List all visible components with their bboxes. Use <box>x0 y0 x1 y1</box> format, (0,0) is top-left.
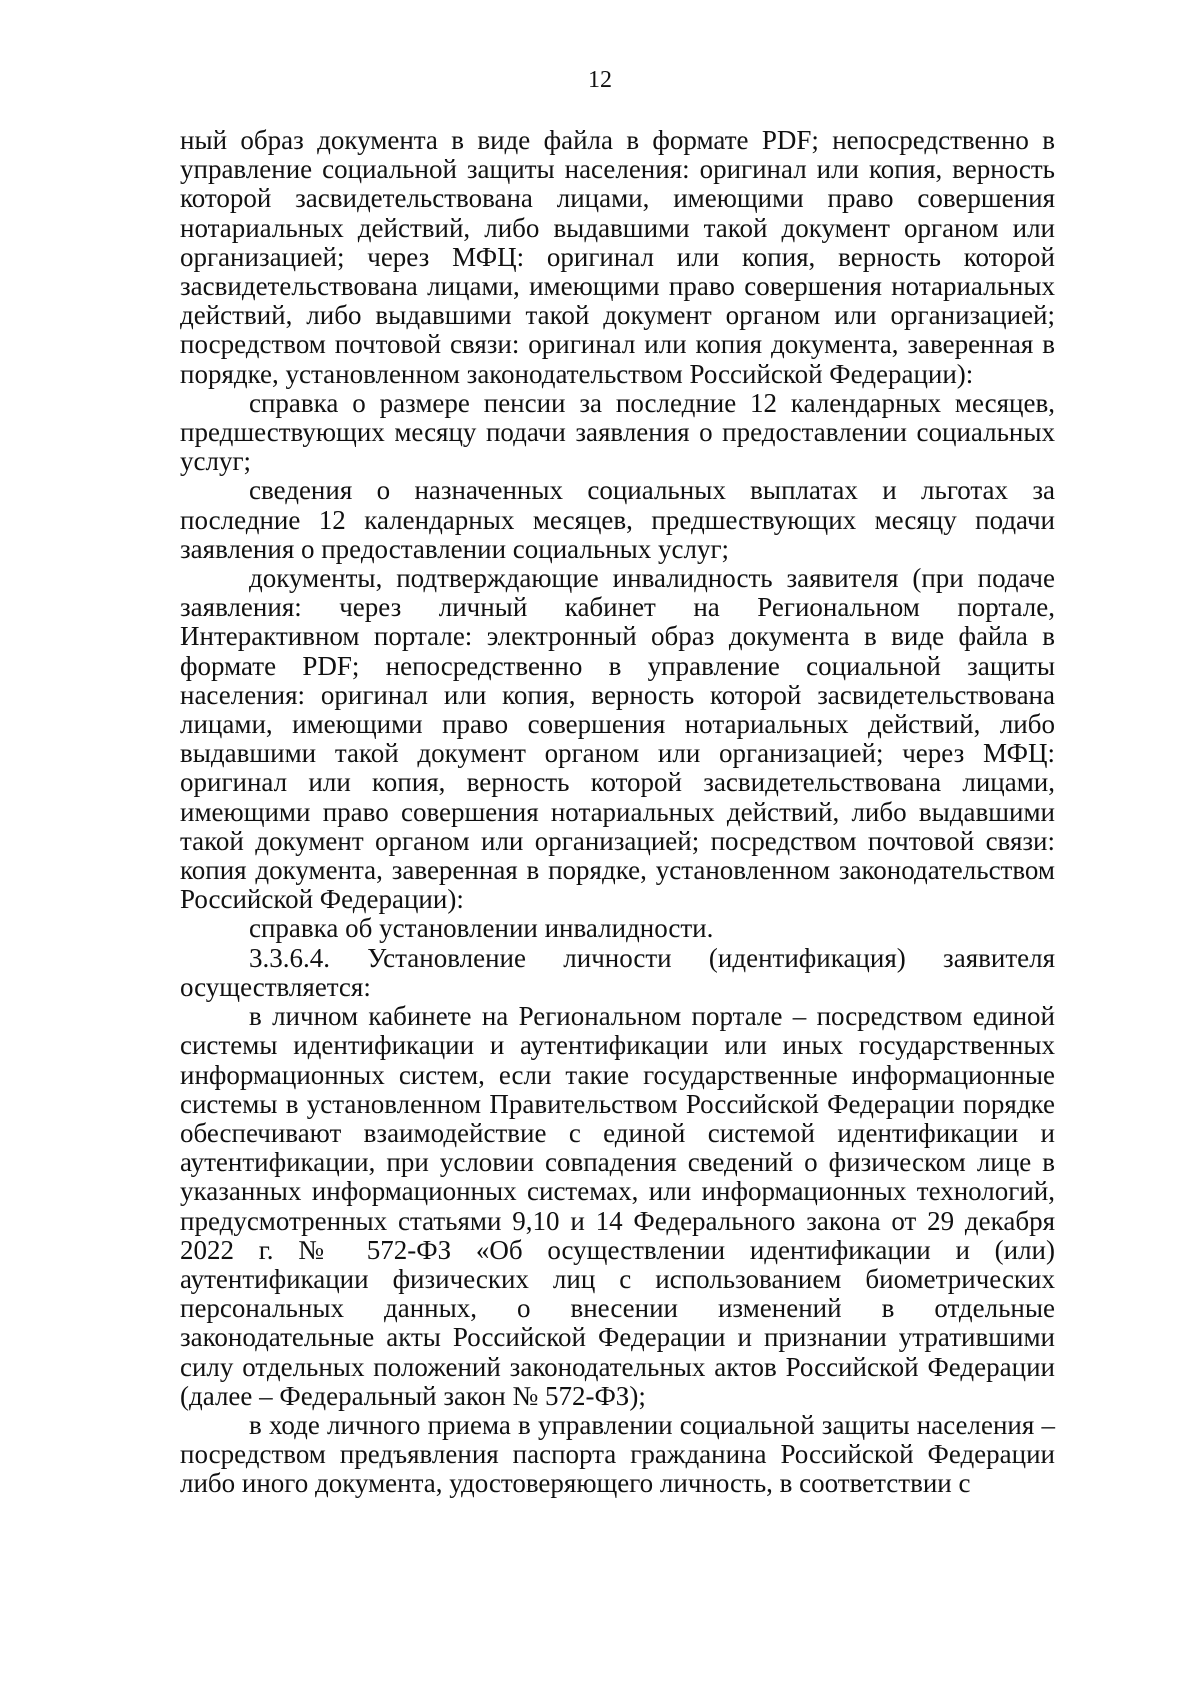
page-number: 12 <box>588 67 612 93</box>
paragraph-1: ный образ документа в виде файла в формате PDF; непосредственно в управление социальной защиты населения: оригинал или копия, верность которой засвидетельствована лицами, имеющими право совершения нотариальных действий, либо выдавшими такой документ органом или организацией; через МФЦ: оригинал или копия, верность которой засвидетельствована лицами, имеющими право совершения нотариальных действий, либо выдавшими такой документ органом или организацией; посредством почтовой связи: оригинал или копия документа, заверенная в порядке, установленном законодательством Российской Федерации): <box>180 125 1055 389</box>
paragraph-4: документы, подтверждающие инвалидность заявителя (при подаче заявления: через личный кабинет на Региональном портале, Интерактивном портале: электронный образ документа в виде файла в формате PDF; непосредственно в управление социальной защиты населения: оригинал или копия, верность которой засвидетельствована лицами, имеющими право совершения нотариальных действий, либо выдавшими такой документ органом или организацией; через МФЦ: оригинал или копия, верность которой засвидетельствована лицами, имеющими право совершения нотариальных действий, либо выдавшими такой документ органом или организацией; посредством почтовой связи: копия документа, заверенная в порядке, установленном законодательством Российской Федерации): <box>180 563 1055 915</box>
paragraph-7: в личном кабинете на Региональном портале – посредством единой системы идентификации и аутентификации или иных государственных информационных систем, если такие государственные информационные системы в установленном Правительством Российской Федерации порядке обеспечивают взаимодействие с единой системой идентификации и аутентификации, при условии совпадения сведений о физическом лице в указанных информационных системах, или информационных технологий, предусмотренных статьями 9,10 и 14 Федерального закона от 29 декабря 2022 г. № 572-ФЗ «Об осуществлении идентификации и (или) аутентификации физических лиц с использованием биометрических персональных данных, о внесении изменений в отдельные законодательные акты Российской Федерации и признании утратившими силу отдельных положений законодательных актов Российской Федерации (далее – Федеральный закон № 572-ФЗ); <box>180 1001 1055 1411</box>
document-body <box>180 126 1055 1499</box>
paragraph-2: справка о размере пенсии за последние 12 календарных месяцев, предшествующих месяцу подачи заявления о предоставлении социальных услуг; <box>180 387 1055 477</box>
paragraph-6-section-heading: 3.3.6.4. Установление личности (идентификация) заявителя осуществляется: <box>180 942 1055 1002</box>
paragraph-8: в ходе личного приема в управлении социальной защиты населения – посредством предъявления паспорта гражданина Российской Федерации либо иного документа, удостоверяющего личность, в соответствии с <box>180 1409 1055 1499</box>
paragraph-3: сведения о назначенных социальных выплатах и льготах за последние 12 календарных месяцев, предшествующих месяцу подачи заявления о предоставлении социальных услуг; <box>180 475 1055 564</box>
paragraph-5: справка об установлении инвалидности. <box>249 913 714 944</box>
